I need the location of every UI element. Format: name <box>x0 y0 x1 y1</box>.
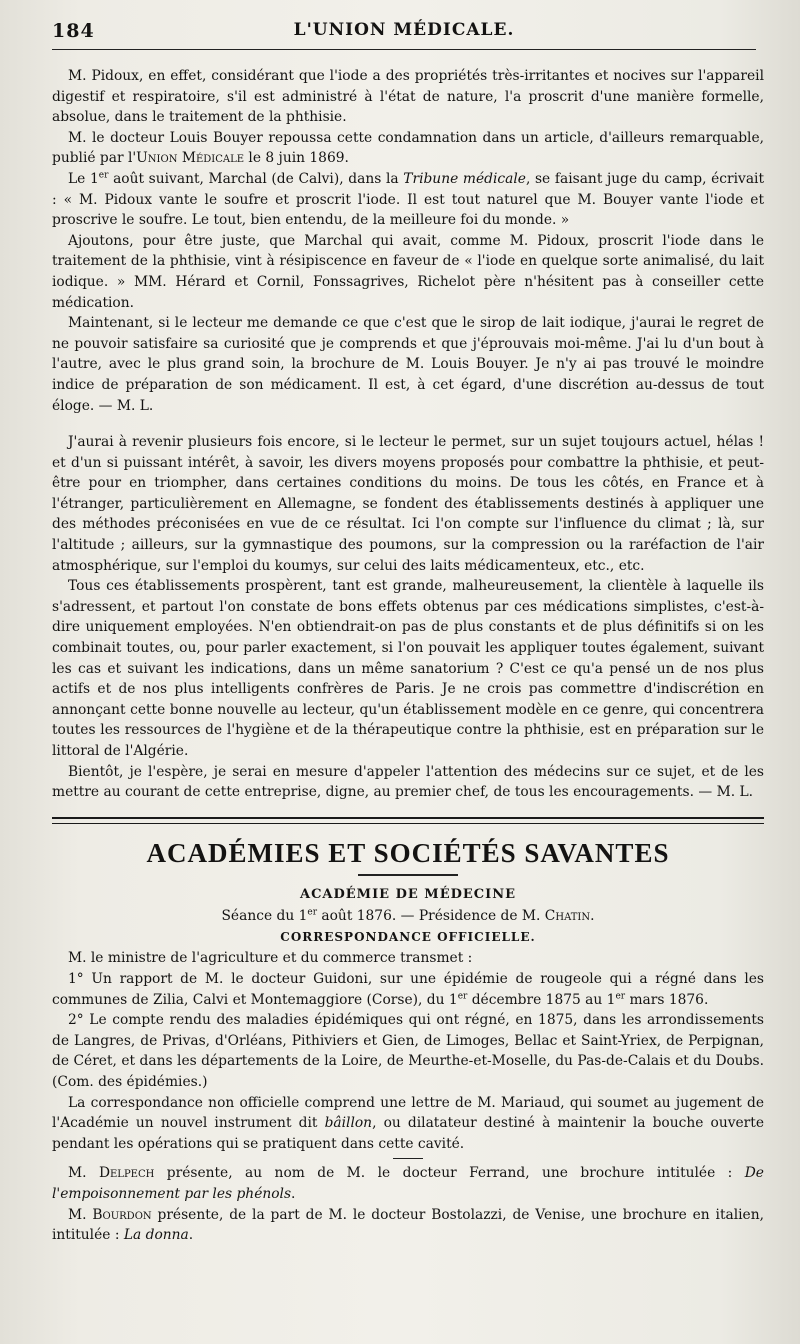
title-rule <box>358 874 458 876</box>
paragraph: M. le ministre de l'agriculture et du commerce transmet : <box>68 950 473 967</box>
page-number: 184 <box>52 20 95 42</box>
separator-rule <box>393 1158 423 1159</box>
paragraph: J'aurai à revenir plusieurs fois encore, si le lecteur le permet, sur un sujet toujours actuel, hélas ! et d'un si puissant intérêt, à savoir, les divers moyens proposés pour combattre la phthisie, et peut-être pour en triompher, dans certaines conditions du moins. De tous les côtés, en France et à l'étranger, particulièrement en Allemagne, se fondent des établissements destinés à appliquer une des méthodes préconisées en vue de ce résultat. Ici l'on compte sur l'influence du climat ; là, sur l'altitude ; ailleurs, sur la gymnastique des poumons, sur la compression ou la raréfaction de l'air atmosphérique, sur l'emploi du koumys, sur celui des laits médicamenteux, etc., etc. <box>52 434 764 574</box>
paragraph: M. le docteur Louis Bouyer repoussa cette condamnation dans un article, d'ailleurs remarquable, publié par l'Union Médicale le 8 juin 1869. <box>52 129 764 167</box>
paragraph: La correspondance non officielle comprend une lettre de M. Mariaud, qui soumet au jugement de l'Académie un nouvel instrument dit bâillon, ou dilatateur destiné à maintenir la bouche ouverte pendant les opérations qui se pratiquent dans cette cavité. <box>52 1094 764 1152</box>
paragraph: Maintenant, si le lecteur me demande ce que c'est que le sirop de lait iodique, j'aurai le regret de ne pouvoir satisfaire sa curiosité que je comprends et que j'éprouvais moi-même. J'ai lu d'un bout à l'autre, avec le plus grand soin, la brochure de M. Louis Bouyer. Je n'y ai pas trouvé le moindre indice de préparation de son médicament. Il est, à cet égard, d'une discrétion au-dessus de tout éloge. — M. L. <box>52 315 764 414</box>
paragraph: M. Delpech présente, au nom de M. le docteur Ferrand, une brochure intitulée : De l'empoisonnement par les phénols. <box>52 1165 764 1202</box>
person-name: M. Delpech <box>68 1165 155 1182</box>
section-divider <box>52 817 764 824</box>
person-name: M. Bourdon <box>68 1206 152 1223</box>
paragraph: 2° Le compte rendu des maladies épidémiques qui ont régné, en 1875, dans les arrondissements de Langres, de Privas, d'Orléans, Pithiviers et Gien, de Limoges, Bellac et Saint-Yriex, de Perpignan, de Céret, et dans les départements de la Loire, de Meurthe-et-Moselle, du Pas-de-Calais et du Doubs. (Com. des épidémies.) <box>52 1012 764 1090</box>
paragraph: 1° Un rapport de M. le docteur Guidoni, sur une épidémie de rougeole qui a régné dans les communes de Zilia, Calvi et Montemaggiore (Corse), du 1er décembre 1875 au 1er mars 1876. <box>52 970 764 1008</box>
paragraph: M. Pidoux, en effet, considérant que l'iode a des propriétés très-irritantes et nocives sur l'appareil digestif et respiratoire, s'il est administré à l'état de nature, l'a proscrit d'une manière formelle, absolue, dans le traitement de la phthisie. <box>52 68 764 126</box>
paragraph: Tous ces établissements prospèrent, tant est grande, malheureusement, la clientèle à laquelle ils s'adressent, et partout l'on constate de bons effets obtenus par ces médications simplistes, c'est-à-dire uniquement employées. N'en obtiendrait-on pas de plus constants et de plus définitifs si on les combinait toutes, ou, pour parler exactement, si l'on pouvait les appliquer toutes également, suivant les cas et suivant les indications, dans un même sanatorium ? C'est ce qu'a pensé un de nos plus actifs et de nos plus intelligents confrères de Paris. Je ne crois pas commettre d'indiscrétion en annonçant cette bonne nouvelle au lecteur, qu'un établissement modèle en ce genre, qui concentrera toutes les ressources de l'hygiène et de la thérapeutique contre la phthisie, est en préparation sur le littoral de l'Algérie. <box>52 578 764 759</box>
journal-name: Union Médicale <box>136 150 245 167</box>
seance-line: Séance du 1er août 1876. — Présidence de M. Chatin. <box>221 907 595 924</box>
spacer <box>52 416 764 432</box>
paragraph: Bientôt, je l'espère, je serai en mesure d'appeler l'attention des médecins sur ce sujet, et de les mettre au courant de cette entreprise, digne, au premier chef, de tous les encouragements. — M. L. <box>52 763 764 801</box>
page-body <box>52 66 764 1246</box>
header-rule <box>52 49 756 50</box>
running-title: L'UNION MÉDICALE. <box>293 20 515 40</box>
journal-name: Tribune médicale <box>403 170 526 187</box>
page-header <box>52 16 756 50</box>
paragraph: Ajoutons, pour être juste, que Marchal qui avait, comme M. Pidoux, proscrit l'iode dans le traitement de la phthisie, vint à résipiscence en faveur de « l'iode en quelque sorte animalisé, du lait iodique. » MM. Hérard et Cornil, Fonssagrives, Richelot père n'hésitent pas à conseiller cette médication. <box>52 232 764 311</box>
section-title: ACADÉMIES ET SOCIÉTÉS SAVANTES <box>146 837 670 868</box>
paragraph: Le 1er août suivant, Marchal (de Calvi), dans la Tribune médicale, se faisant juge du camp, écrivait : « M. Pidoux vante le soufre et proscrit l'iode. Il est tout naturel que M. Bouyer vante l'iode et proscrive le soufre. Le tout, bien entendu, de la meilleure foi du monde. » <box>52 170 764 229</box>
academy-heading: ACADÉMIE DE MÉDECINE <box>299 886 516 902</box>
president-name: Chatin <box>544 907 591 924</box>
correspondance-heading: CORRESPONDANCE OFFICIELLE. <box>280 930 536 945</box>
paragraph: M. Bourdon présente, de la part de M. le docteur Bostolazzi, de Venise, une brochure en italien, intitulée : La donna. <box>52 1206 764 1244</box>
